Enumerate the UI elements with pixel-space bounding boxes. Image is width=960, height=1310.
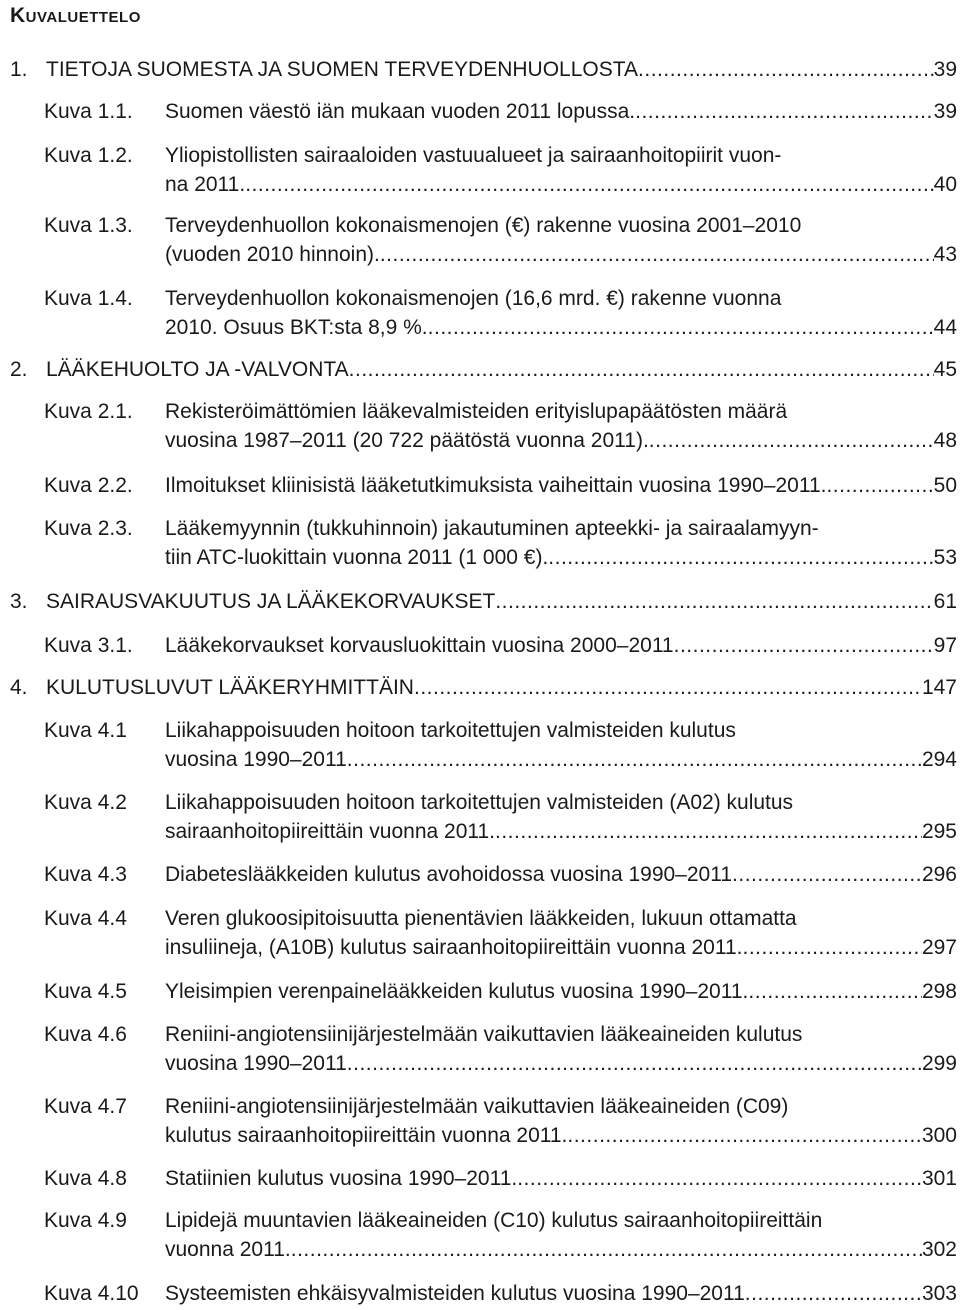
dot-leader (347, 745, 922, 775)
toc-page-number: 294 (921, 748, 957, 771)
dot-leader (674, 631, 934, 661)
toc-entry[interactable] (44, 631, 957, 661)
toc-entry-number: 4. (10, 676, 28, 699)
toc-entry[interactable] (10, 587, 957, 617)
toc-page-number: 303 (921, 1282, 957, 1305)
dot-leader (245, 170, 933, 200)
dot-leader (826, 471, 933, 501)
toc-page-number: 301 (921, 1167, 957, 1190)
toc-entry-continuation[interactable] (44, 1235, 957, 1265)
dot-leader (638, 55, 934, 85)
toc-entry-text: tiin ATC-luokittain vuonna 2011 (1 000 €). (165, 546, 549, 569)
toc-entry-number: Kuva 4.6 (44, 1023, 127, 1046)
toc-entry-text: Lääkemyynnin (tukkuhinnoin) jakautuminen apteekki- ja sairaalamyyn- (165, 517, 819, 540)
dot-leader (495, 587, 933, 617)
dot-leader (732, 860, 922, 890)
toc-entry[interactable] (44, 716, 957, 746)
toc-entry-text: vuosina 1990–2011 (165, 748, 347, 771)
toc-entry[interactable] (10, 673, 957, 703)
toc-entry-text: Liikahappoisuuden hoitoon tarkoitettujen valmisteiden (A02) kulutus (165, 791, 794, 814)
toc-entry-number: Kuva 1.3. (44, 214, 133, 237)
toc-page-number: 296 (921, 863, 957, 886)
dot-leader (428, 313, 934, 343)
page-title: Kuvaluettelo (10, 4, 141, 27)
toc-entry-number: Kuva 1.4. (44, 287, 133, 310)
toc-entry[interactable] (44, 1206, 957, 1236)
toc-entry-continuation[interactable] (44, 240, 957, 270)
toc-page-number: 97 (933, 634, 957, 657)
toc-entry-text: 2010. Osuus BKT:sta 8,9 %. (165, 316, 428, 339)
toc-page-number: 45 (933, 358, 957, 381)
toc-entry-text: TIETOJA SUOMESTA JA SUOMEN TERVEYDENHUOLLOSTA (46, 58, 639, 81)
toc-entry[interactable] (44, 397, 957, 427)
toc-entry-text: kulutus sairaanhoitopiireittäin vuonna 2011. (165, 1124, 568, 1147)
toc-entry-number: Kuva 4.7 (44, 1095, 127, 1118)
toc-entry-continuation[interactable] (44, 426, 957, 456)
toc-entry-text: vuonna 2011. (165, 1238, 291, 1261)
toc-entry-text: Suomen väestö iän mukaan vuoden 2011 lopussa. (165, 100, 636, 123)
toc-entry-number: Kuva 4.8 (44, 1167, 127, 1190)
toc-entry[interactable] (44, 1164, 957, 1194)
dot-leader (380, 240, 934, 270)
toc-entry-number: Kuva 1.2. (44, 144, 133, 167)
toc-entry[interactable] (44, 904, 957, 934)
toc-entry-text: na 2011. (165, 173, 246, 196)
toc-entry-text: Yliopistollisten sairaaloiden vastuualueet ja sairaanhoitopiirit vuon- (165, 144, 782, 167)
toc-entry-continuation[interactable] (44, 543, 957, 573)
dot-leader (291, 1235, 922, 1265)
toc-entry-text: Yleisimpien verenpainelääkkeiden kulutus vuosina 1990–2011. (165, 980, 749, 1003)
toc-entry[interactable] (44, 1279, 957, 1309)
toc-entry-text: sairaanhoitopiireittäin vuonna 2011. (165, 820, 496, 843)
toc-entry-number: Kuva 4.10 (44, 1282, 139, 1305)
toc-entry[interactable] (44, 1092, 957, 1122)
toc-entry-text: Lipidejä muuntavien lääkeaineiden (C10) kulutus sairaanhoitopiireittäin (165, 1209, 823, 1232)
toc-entry[interactable] (44, 860, 957, 890)
toc-page-number: 295 (921, 820, 957, 843)
toc-page-number: 300 (921, 1124, 957, 1147)
toc-entry-continuation[interactable] (44, 745, 957, 775)
toc-entry-text: Terveydenhuollon kokonaismenojen (€) rakenne vuosina 2001–2010 (165, 214, 802, 237)
toc-entry[interactable] (44, 284, 957, 314)
toc-entry-text: Terveydenhuollon kokonaismenojen (16,6 mrd. €) rakenne vuonna (165, 287, 782, 310)
toc-entry-number: Kuva 2.2. (44, 474, 133, 497)
toc-entry-text: KULUTUSLUVUT LÄÄKERYHMITTÄIN (46, 676, 414, 699)
toc-entry-number: Kuva 2.3. (44, 517, 133, 540)
toc-page-number: 147 (921, 676, 957, 699)
toc-page-number: 298 (921, 980, 957, 1003)
dot-leader (748, 977, 922, 1007)
dot-leader (635, 97, 934, 127)
toc-entry[interactable] (44, 1020, 957, 1050)
toc-entry-text: SAIRAUSVAKUUTUS JA LÄÄKEKORVAUKSET (46, 590, 496, 613)
toc-entry-number: Kuva 1.1. (44, 100, 133, 123)
toc-entry-number: Kuva 4.1 (44, 719, 127, 742)
toc-entry-number: 3. (10, 590, 28, 613)
toc-entry-number: Kuva 4.5 (44, 980, 127, 1003)
toc-entry-text: insuliineja, (A10B) kulutus sairaanhoitopiireittäin vuonna 2011. (165, 936, 743, 959)
toc-entry[interactable] (44, 977, 957, 1007)
toc-page-number: 39 (933, 58, 957, 81)
toc-entry-number: Kuva 2.1. (44, 400, 133, 423)
toc-entry-text: Rekisteröimättömien lääkevalmisteiden erityislupapäätösten määrä (165, 400, 788, 423)
toc-entry-text: vuosina 1990–2011 (165, 1052, 347, 1075)
toc-entry-continuation[interactable] (44, 1049, 957, 1079)
toc-entry-continuation[interactable] (44, 1121, 957, 1151)
toc-page-number: 53 (933, 546, 957, 569)
toc-entry-continuation[interactable] (44, 170, 957, 200)
toc-entry-continuation[interactable] (44, 313, 957, 343)
toc-entry[interactable] (44, 788, 957, 818)
toc-page-number: 48 (933, 429, 957, 452)
toc-entry[interactable] (44, 141, 957, 171)
toc-entry-number: Kuva 3.1. (44, 634, 133, 657)
toc-entry-number: 1. (10, 58, 28, 81)
toc-entry-text: Statiinien kulutus vuosina 1990–2011. (165, 1167, 518, 1190)
toc-page-number: 43 (933, 243, 957, 266)
dot-leader (517, 1164, 922, 1194)
toc-entry[interactable] (10, 55, 957, 85)
toc-entry[interactable] (10, 355, 957, 385)
dot-leader (649, 426, 934, 456)
toc-entry-text: Systeemisten ehkäisyvalmisteiden kulutus vuosina 1990–2011 (165, 1282, 745, 1305)
toc-entry-text: (vuoden 2010 hinnoin). (165, 243, 380, 266)
toc-entry-number: Kuva 4.9 (44, 1209, 127, 1232)
toc-page-number: 299 (921, 1052, 957, 1075)
toc-page-number: 61 (933, 590, 957, 613)
toc-entry-continuation[interactable] (44, 817, 957, 847)
toc-page-number: 297 (921, 936, 957, 959)
dot-leader (567, 1121, 922, 1151)
toc-entry[interactable] (44, 471, 957, 501)
toc-entry-text: vuosina 1987–2011 (20 722 päätöstä vuonna 2011). (165, 429, 649, 452)
toc-page-number: 39 (933, 100, 957, 123)
toc-page-number: 302 (921, 1238, 957, 1261)
dot-leader (349, 355, 934, 385)
toc-entry[interactable] (44, 97, 957, 127)
dot-leader (548, 543, 933, 573)
toc-entry-text: Ilmoitukset kliinisistä lääketutkimuksista vaiheittain vuosina 1990–2011. (165, 474, 827, 497)
toc-entry-number: Kuva 4.2 (44, 791, 127, 814)
toc-entry-text: Veren glukoosipitoisuutta pienentävien lääkkeiden, lukuun ottamatta (165, 907, 797, 930)
dot-leader (347, 1049, 922, 1079)
toc-entry[interactable] (44, 211, 957, 241)
toc-entry-number: 2. (10, 358, 28, 381)
toc-entry-number: Kuva 4.4 (44, 907, 127, 930)
dot-leader (414, 673, 922, 703)
toc-entry-text: Liikahappoisuuden hoitoon tarkoitettujen valmisteiden kulutus (165, 719, 736, 742)
toc-page-number: 44 (933, 316, 957, 339)
toc-entry-text: Diabeteslääkkeiden kulutus avohoidossa vuosina 1990–2011 (165, 863, 733, 886)
toc-entry-text: Lääkekorvaukset korvausluokittain vuosina 2000–2011 (165, 634, 674, 657)
toc-entry-continuation[interactable] (44, 933, 957, 963)
dot-leader (745, 1279, 922, 1309)
toc-page-number: 50 (933, 474, 957, 497)
dot-leader (495, 817, 922, 847)
toc-entry-text: Reniini-angiotensiinijärjestelmään vaikuttavien lääkeaineiden (C09) (165, 1095, 789, 1118)
toc-entry-text: LÄÄKEHUOLTO JA -VALVONTA (46, 358, 349, 381)
toc-entry-number: Kuva 4.3 (44, 863, 127, 886)
toc-entry[interactable] (44, 514, 957, 544)
toc-entry-text: Reniini-angiotensiinijärjestelmään vaikuttavien lääkeaineiden kulutus (165, 1023, 803, 1046)
dot-leader (742, 933, 921, 963)
toc-page-number: 40 (933, 173, 957, 196)
